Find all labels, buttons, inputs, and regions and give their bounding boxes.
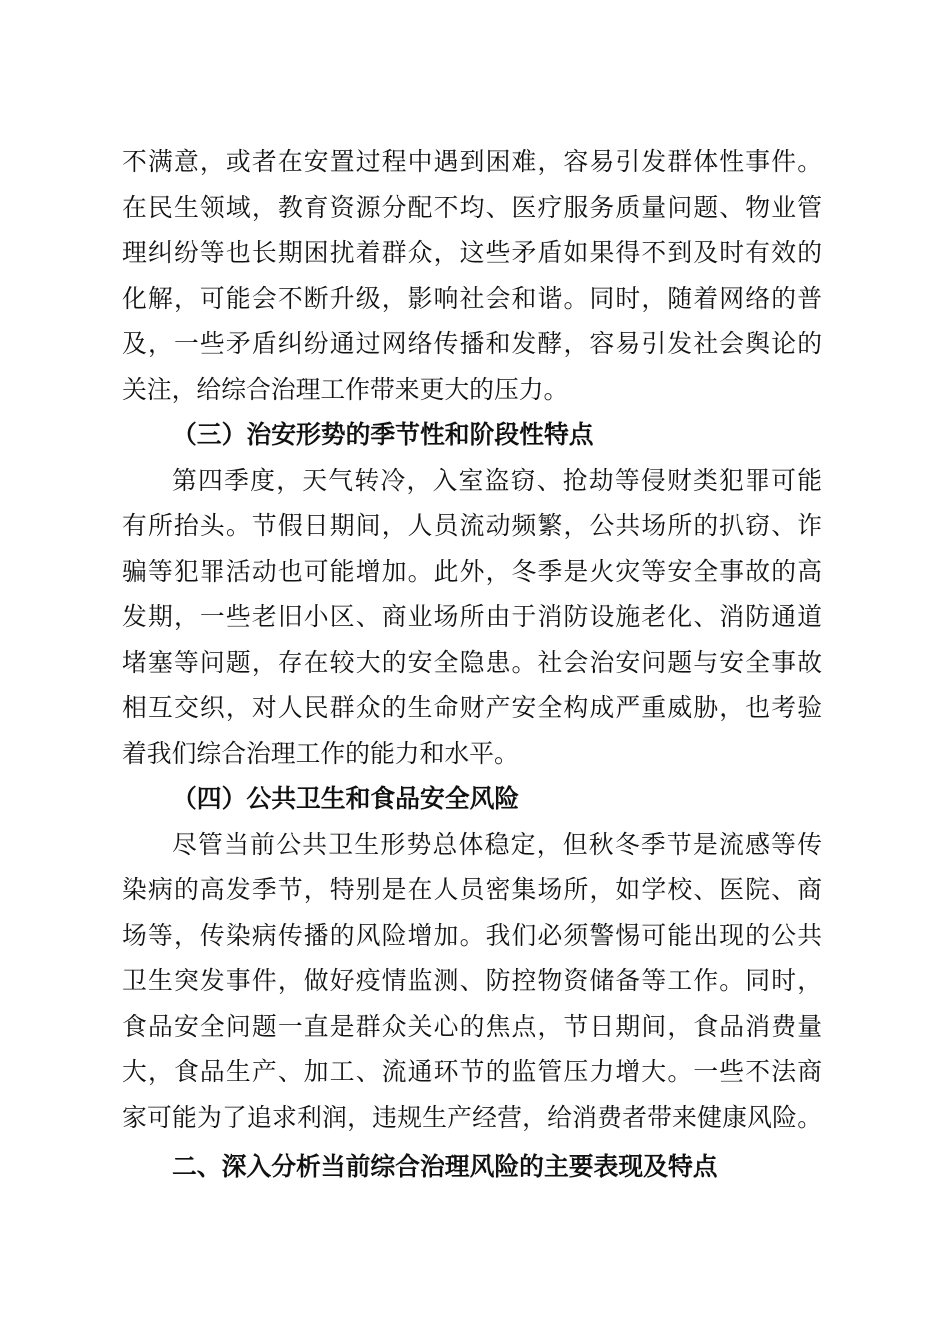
text-line: 不满意，或者在安置过程中遇到困难，容易引发群体性事件。 <box>122 147 822 176</box>
text-line: 理纠纷等也长期困扰着群众，这些矛盾如果得不到及时有效的 <box>122 238 822 267</box>
text-line: 有所抬头。节假日期间，人员流动频繁，公共场所的扒窃、诈 <box>122 511 822 540</box>
section-3-paragraph <box>122 458 822 777</box>
text-line: 场等，传染病传播的风险增加。我们必须警惕可能出现的公共 <box>122 920 822 950</box>
text-line: 化解，可能会不断升级，影响社会和谐。同时，随着网络的普 <box>122 283 822 313</box>
document-body <box>122 139 822 1190</box>
text-line: 食品安全问题一直是群众关心的焦点，节日期间，食品消费量 <box>122 1011 822 1041</box>
section-4-paragraph <box>122 822 822 1141</box>
paragraph-continuation <box>122 139 822 412</box>
text-line: 骗等犯罪活动也可能增加。此外，冬季是火灾等安全事故的高 <box>122 556 822 586</box>
text-line: 相互交织，对人民群众的生命财产安全构成严重威胁，也考验 <box>122 693 822 722</box>
text-line: 卫生突发事件，做好疫情监测、防控物资储备等工作。同时， <box>122 966 822 995</box>
text-line: 着我们综合治理工作的能力和水平。 <box>122 738 519 768</box>
text-line: 染病的高发季节，特别是在人员密集场所，如学校、医院、商 <box>122 875 822 904</box>
text-line: 家可能为了追求利润，违规生产经营，给消费者带来健康风险。 <box>122 1102 822 1132</box>
text-line: 尽管当前公共卫生形势总体稳定，但秋冬季节是流感等传 <box>172 829 822 859</box>
text-line: 堵塞等问题，存在较大的安全隐患。社会治安问题与安全事故 <box>122 647 822 677</box>
text-line: 及，一些矛盾纠纷通过网络传播和发酵，容易引发社会舆论的 <box>122 329 822 358</box>
text-line: 关注，给综合治理工作带来更大的压力。 <box>122 374 569 404</box>
chapter-2-heading: 二、深入分析当前综合治理风险的主要表现及特点 <box>172 1152 718 1181</box>
text-line: 第四季度，天气转冷，入室盗窃、抢劫等侵财类犯罪可能 <box>172 465 822 495</box>
text-line: 发期，一些老旧小区、商业场所由于消防设施老化、消防通道 <box>122 602 822 631</box>
text-line: 在民生领域，教育资源分配不均、医疗服务质量问题、物业管 <box>122 192 822 222</box>
section-3-heading: （三）治安形势的季节性和阶段性特点 <box>172 420 594 449</box>
text-line: 大，食品生产、加工、流通环节的监管压力增大。一些不法商 <box>122 1057 822 1086</box>
section-4-heading: （四）公共卫生和食品安全风险 <box>172 784 520 813</box>
